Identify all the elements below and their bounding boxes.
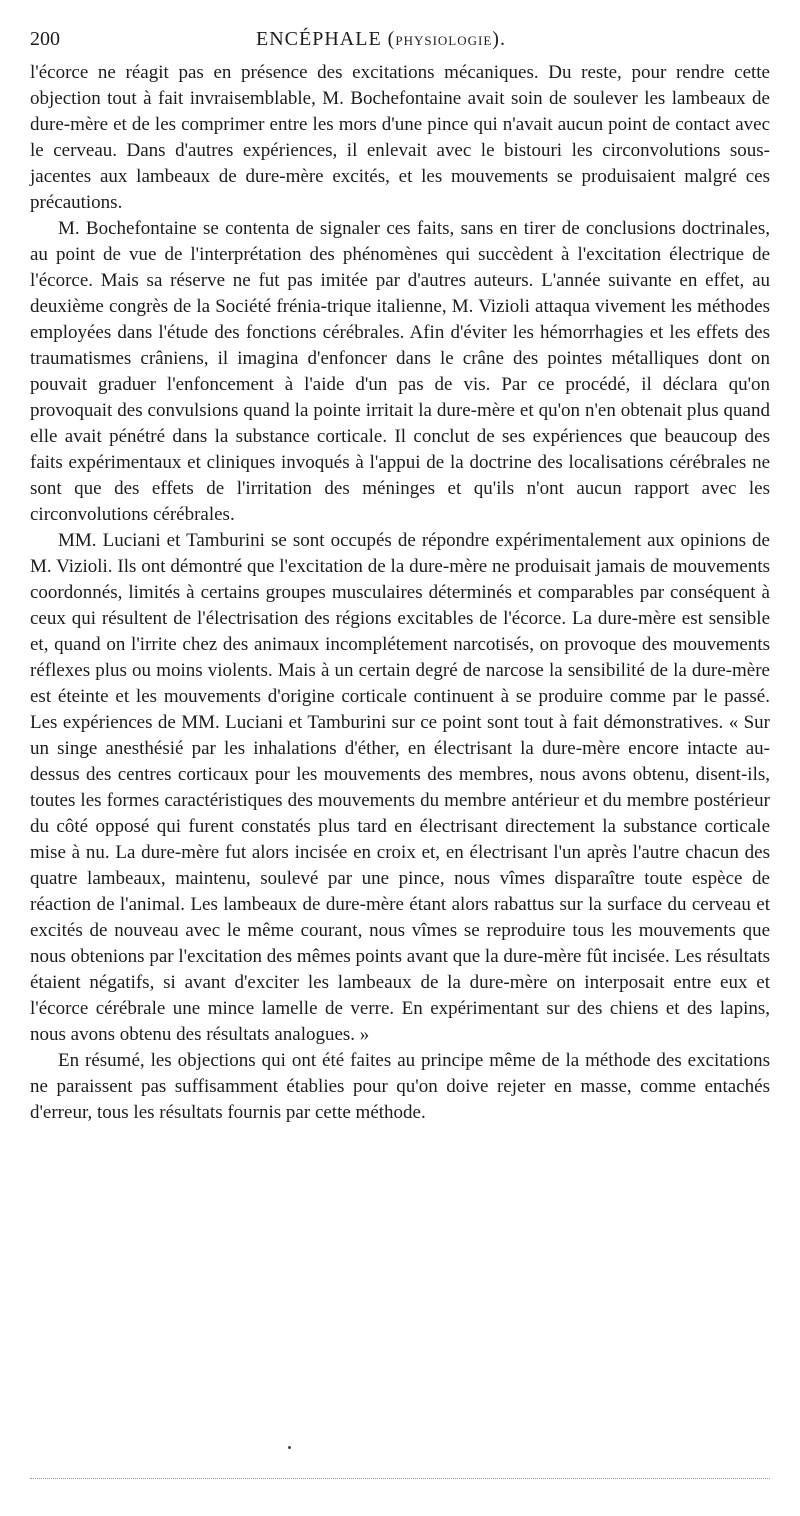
- footer-rule: [30, 1478, 770, 1479]
- page: [30, 26, 770, 1126]
- paragraph-summary: En résumé, les objections qui ont été faites au principe même de la méthode des excitations ne paraissent pas suffisamment établies pour qu'on doive rejeter en masse, comme entachés d'erreur, tous les résultats fournis par cette méthode.: [30, 1050, 770, 1123]
- page-number: 200: [30, 28, 60, 50]
- paragraph-continuation: l'écorce ne réagit pas en présence des excitations mécaniques. Du reste, pour rendre cette objection tout à fait invraisemblable, M. Bochefontaine avait soin de soulever les lambeaux de dure-mère et de les comprimer entre les mors d'une pince qui n'avait aucun point de contact avec le cerveau. Dans d'autres expériences, il enlevait avec le bistouri les circonvolutions sous-jacentes aux lambeaux de dure-mère excités, et les mouvements se produisaient malgré ces précautions.: [30, 62, 770, 213]
- running-title-open-paren: (: [381, 28, 396, 50]
- paragraph-bochefontaine-vizioli: M. Bochefontaine se contenta de signaler ces faits, sans en tirer de conclusions doctrinales, au point de vue de l'interprétation des phénomènes qui succèdent à l'excitation électrique de l'écorce. Mais sa réserve ne fut pas imitée par d'autres auteurs. L'année suivante en effet, au deuxième congrès de la Société frénia-trique italienne, M. Vizioli attaqua vivement les méthodes employées dans l'étude des fonctions cérébrales. Afin d'éviter les hémorrhagies et les effets des traumatismes crâniens, il imagina d'enfoncer dans le crâne des pointes métalliques dont on pouvait graduer l'enfoncement à l'aide d'un pas de vis. Par ce procédé, il déclara qu'on provoquait des convulsions quand la pointe irritait la dure-mère et qu'on n'en obtenait plus quand elle avait pénétré dans la substance corticale. Il conclut de ses expériences que beaucoup des faits expérimentaux et cliniques invoqués à l'appui de la doctrine des localisations cérébrales ne sont que des effets de l'irritation des méninges et qu'ils n'ont aucun rapport avec les circonvolutions cérébrales.: [30, 218, 770, 525]
- running-head: [30, 26, 770, 56]
- ink-speck: [288, 1446, 291, 1449]
- running-title: [256, 26, 506, 54]
- running-title-main: ENCÉPHALE: [256, 28, 382, 50]
- running-title-close-paren: ).: [492, 28, 506, 50]
- running-title-subject: PHYSIOLOGIE: [395, 33, 493, 48]
- paragraph-luciani-tamburini: MM. Luciani et Tamburini se sont occupés de répondre expérimentalement aux opinions de M. Vizioli. Ils ont démontré que l'excitation de la dure-mère ne produisait jamais de mouvements coordonnés, limités à certains groupes musculaires déterminés et comparables par conséquent à ceux qui résultent de l'électrisation des régions excitables de l'écorce. La dure-mère est sensible et, quand on l'irrite chez des animaux incomplétement narcotisés, on provoque des mouvements réflexes plus ou moins violents. Mais à un certain degré de narcose la sensibilité de la dure-mère est éteinte et les mouvements d'origine corticale continuent à se produire comme par le passé. Les expériences de MM. Luciani et Tamburini sur ce point sont tout à fait démonstratives. « Sur un singe anesthésié par les inhalations d'éther, en électrisant la dure-mère encore intacte au-dessus des centres corticaux pour les mouvements des membres, nous avons obtenu, disent-ils, toutes les formes caractéristiques des mouvements du membre antérieur et du membre postérieur du côté opposé qui furent constatés plus tard en électrisant directement la substance corticale mise à nu. La dure-mère fut alors incisée en croix et, en électrisant l'un après l'autre chacun des quatre lambeaux, maintenu, soulevé par une pince, nous vîmes disparaître toute espèce de réaction de l'animal. Les lambeaux de dure-mère étant alors rabattus sur la surface du cerveau et excités de nouveau avec le même courant, nous vîmes se reproduire tous les mouvements que nous obtenions par l'excitation des mêmes points avant que la dure-mère fût incisée. Les résultats étaient négatifs, si avant d'exciter les lambeaux de la dure-mère on interposait entre eux et l'écorce cérébrale une mince lamelle de verre. En expérimentant sur des chiens et des lapins, nous avons obtenu des résultats analogues. »: [30, 530, 770, 1045]
